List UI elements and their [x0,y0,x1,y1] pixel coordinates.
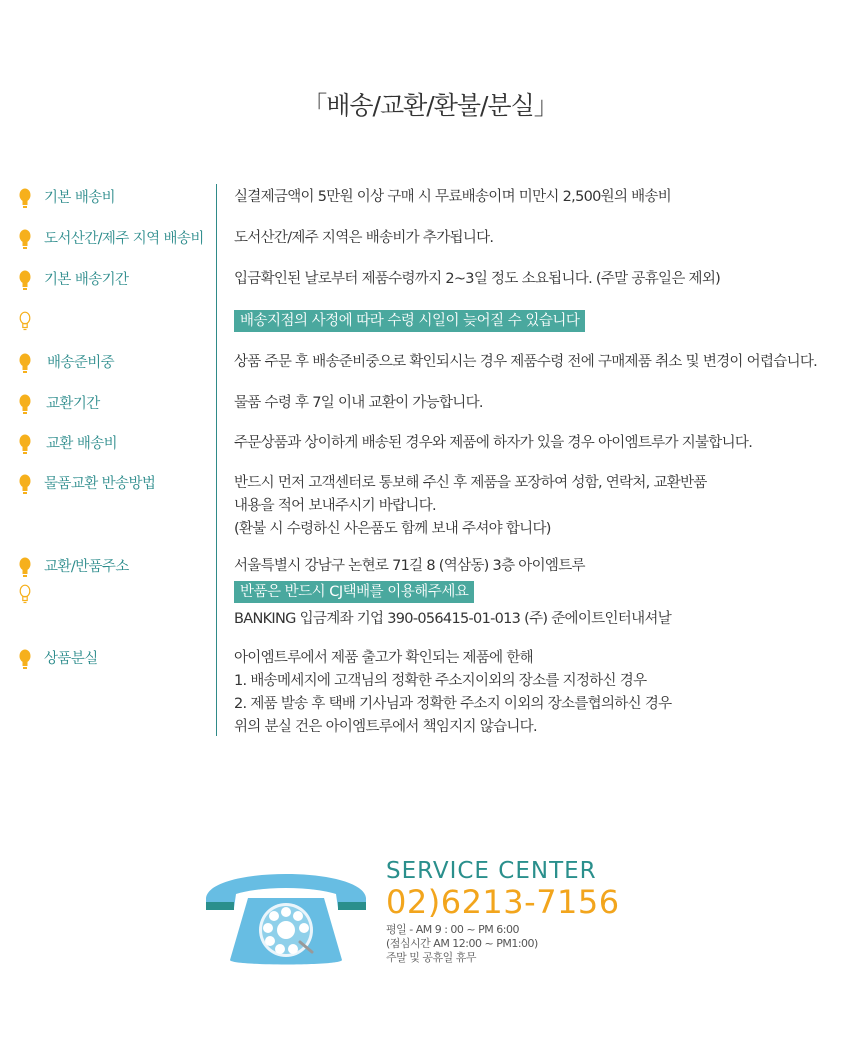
lightbulb-icon [18,353,32,375]
row-content [234,351,834,374]
row-label: 배송준비중 [47,355,115,371]
row-content [234,186,834,209]
row-text: 입금확인된 날로부터 제품수령까지 2~3일 정도 소요됩니다. (주말 공휴일은 제외) [234,271,721,287]
row-label: 도서산간/제주 지역 배송비 [44,231,204,247]
row-text: 물품 수령 후 7일 이내 교환이 가능합니다. [234,395,483,411]
row-content [234,647,834,739]
service-lunch: (점심시간 AM 12:00 ~ PM1:00) [386,937,538,950]
highlight-notice: 반품은 반드시 CJ택배를 이용해주세요 [234,581,474,603]
lightbulb-icon [18,188,32,210]
service-phone: 02)6213-7156 [386,883,620,921]
row-text: 실결제금액이 5만원 이상 구매 시 무료배송이며 미만시 2,500원의 배송비 [234,189,672,205]
row-label: 기본 배송비 [44,190,116,206]
row-label: 교환/반품주소 [44,559,129,575]
divider-line [216,184,217,736]
row-label: 교환 배송비 [46,436,118,452]
service-holiday: 주말 및 공휴일 휴무 [386,951,476,964]
row-content [234,581,834,631]
row-content [234,555,834,578]
row-text: 아이엠트루에서 제품 출고가 확인되는 제품에 한해 [234,650,533,666]
row-text: 주문상품과 상이하게 배송된 경우와 제품에 하자가 있을 경우 아이엠트루가 지불합니다. [234,435,753,451]
lightbulb-icon [18,270,32,292]
lightbulb-icon [18,229,32,251]
highlight-notice: 배송지점의 사정에 따라 수령 시일이 늦어질 수 있습니다 [234,310,585,332]
row-content [234,392,834,415]
row-text: 도서산간/제주 지역은 배송비가 추가됩니다. [234,230,494,246]
telephone-icon [200,852,372,970]
row-content [234,432,834,455]
lightbulb-icon [18,557,32,579]
lightbulb-outline-icon [18,584,32,606]
row-text: 위의 분실 건은 아이엠트루에서 책임지지 않습니다. [234,719,537,735]
row-text: 반드시 먼저 고객센터로 통보해 주신 후 제품을 포장하여 성함, 연락처, 교환반품 [234,475,707,491]
row-content [234,227,834,250]
lightbulb-icon [18,434,32,456]
row-label: 물품교환 반송방법 [44,476,156,492]
page-title: 「배송/교환/환불/분실」 [302,91,558,120]
row-label: 기본 배송기간 [44,272,129,288]
row-text: (환불 시 수령하신 사은품도 함께 보내 주셔야 합니다) [234,521,551,537]
service-title: SERVICE CENTER [386,858,597,884]
row-content [234,472,834,541]
row-content [234,310,834,333]
row-label: 교환기간 [46,396,100,412]
lightbulb-icon [18,394,32,416]
row-text: 내용을 적어 보내주시기 바랍니다. [234,498,436,514]
row-content [234,268,834,291]
banking-account: BANKING 입금계좌 기업 390-056415-01-013 (주) 준에이트인터내셔날 [234,611,672,627]
row-text: 상품 주문 후 배송준비중으로 확인되시는 경우 제품수령 전에 구매제품 취소 및 변경이 어렵습니다. [234,354,818,370]
row-text: 서울특별시 강남구 논현로 71길 8 (역삼동) 3층 아이엠트루 [234,558,585,574]
row-label: 상품분실 [44,651,98,667]
lightbulb-outline-icon [18,311,32,333]
service-hours: 평일 - AM 9 : 00 ~ PM 6:00 [386,923,519,936]
row-text: 1. 배송메세지에 고객님의 정확한 주소지이외의 장소를 지정하신 경우 [234,673,647,689]
row-text: 2. 제품 발송 후 택배 기사님과 정확한 주소지 이외의 장소를협의하신 경우 [234,696,672,712]
service-center [386,858,620,965]
lightbulb-icon [18,649,32,671]
lightbulb-icon [18,474,32,496]
